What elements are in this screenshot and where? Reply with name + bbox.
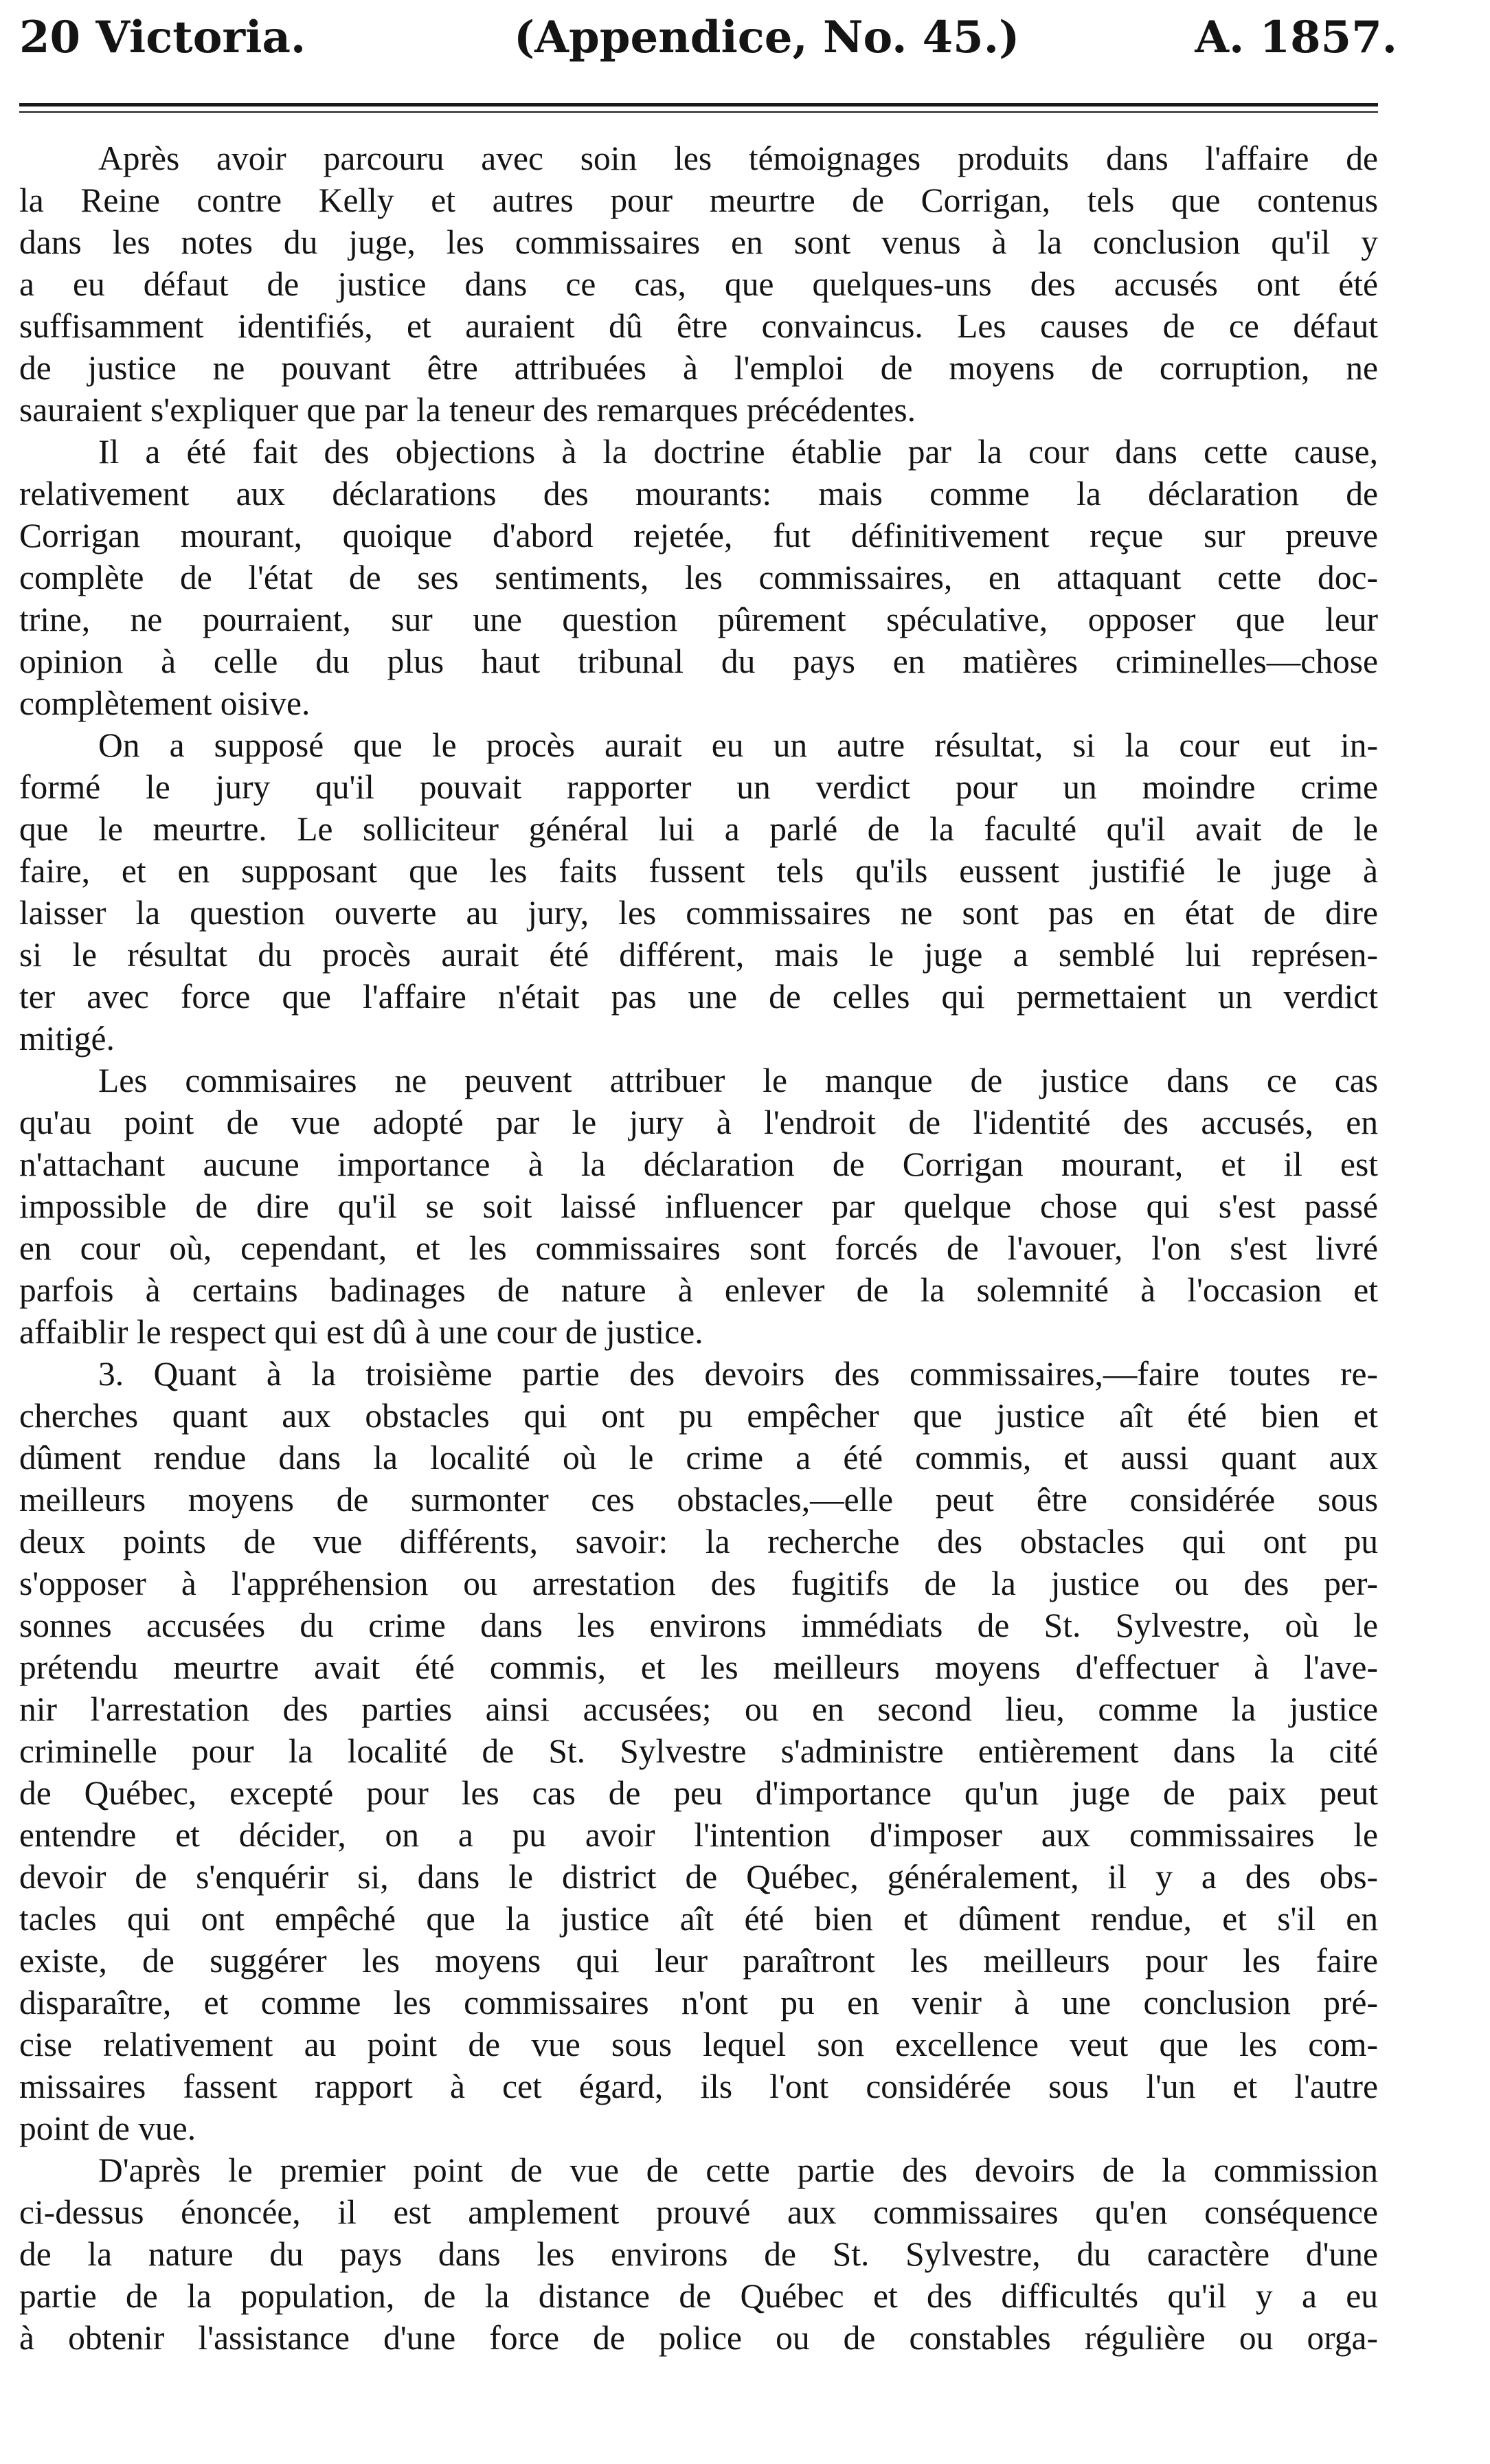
text-line: criminelle pour la localité de St. Sylvestre s'administre entièrement dans la cité [19, 1732, 1378, 1770]
text-line: sauraient s'expliquer que par la teneur des remarques précédentes. [19, 391, 916, 429]
text-line: cise relativement au point de vue sous lequel son excellence veut que les com- [19, 2026, 1378, 2063]
text-line: trine, ne pourraient, sur une question pûrement spéculative, opposer que leur [19, 601, 1378, 638]
paragraph [19, 2149, 1378, 2359]
text-line: suffisamment identifiés, et auraient dû être convaincus. Les causes de ce défaut [19, 307, 1378, 345]
text-line: la Reine contre Kelly et autres pour meurtre de Corrigan, tels que contenus [19, 181, 1378, 219]
text-line: entendre et décider, on a pu avoir l'intention d'imposer aux commissaires le [19, 1816, 1378, 1854]
text-line: s'opposer à l'appréhension ou arrestation des fugitifs de la justice ou des per- [19, 1565, 1378, 1602]
text-line: complète de l'état de ses sentiments, les commissaires, en attaquant cette doc- [19, 559, 1378, 596]
text-line: On a supposé que le procès aurait eu un autre résultat, si la cour eut in- [98, 726, 1378, 764]
text-line: disparaître, et comme les commissaires n'ont pu en venir à une conclusion pré- [19, 1984, 1378, 2021]
text-line: opinion à celle du plus haut tribunal du pays en matières criminelles—chose [19, 642, 1378, 680]
paragraph [19, 431, 1378, 724]
text-line: impossible de dire qu'il se soit laissé influencer par quelque chose qui s'est passé [19, 1187, 1378, 1225]
text-line: D'après le premier point de vue de cette partie des devoirs de la commission [98, 2151, 1378, 2189]
text-line: relativement aux déclarations des mourants: mais comme la déclaration de [19, 475, 1378, 513]
header-rule-thick [19, 103, 1378, 107]
text-line: ci-dessus énoncée, il est amplement prouvé aux commissaires qu'en conséquence [19, 2193, 1378, 2231]
text-line: de Québec, excepté pour les cas de peu d'importance qu'un juge de paix peut [19, 1774, 1378, 1812]
text-line: que le meurtre. Le solliciteur général lui a parlé de la faculté qu'il avait de le [19, 810, 1378, 848]
text-line: affaiblir le respect qui est dû à une cour de justice. [19, 1313, 703, 1351]
text-line: faire, et en supposant que les faits fussent tels qu'ils eussent justifié le juge à [19, 852, 1378, 890]
text-line: parfois à certains badinages de nature à enlever de la solemnité à l'occasion et [19, 1271, 1378, 1309]
header-year: A. 1857. [1195, 12, 1397, 63]
text-line: deux points de vue différents, savoir: la recherche des obstacles qui ont pu [19, 1523, 1378, 1560]
text-line: nir l'arrestation des parties ainsi accusées; ou en second lieu, comme la justice [19, 1690, 1378, 1728]
text-line: tacles qui ont empêché que la justice aît été bien et dûment rendue, et s'il en [19, 1900, 1378, 1938]
text-line: laisser la question ouverte au jury, les commissaires ne sont pas en état de dire [19, 894, 1378, 932]
text-line: partie de la population, de la distance de Québec et des difficultés qu'il y a eu [19, 2277, 1378, 2315]
body-text [19, 137, 1378, 2359]
paragraph [19, 1060, 1378, 1353]
text-line: dûment rendue dans la localité où le crime a été commis, et aussi quant aux [19, 1439, 1378, 1477]
text-line: si le résultat du procès aurait été différent, mais le juge a semblé lui représen- [19, 936, 1378, 974]
text-line: à obtenir l'assistance d'une force de police ou de constables régulière ou orga- [19, 2319, 1378, 2357]
text-line: sonnes accusées du crime dans les environs immédiats de St. Sylvestre, où le [19, 1606, 1378, 1644]
text-line: ter avec force que l'affaire n'était pas une de celles qui permettaient un verdict [19, 978, 1378, 1016]
text-line: complètement oisive. [19, 684, 311, 722]
text-line: Il a été fait des objections à la doctrine établie par la cour dans cette cause, [98, 433, 1378, 471]
text-line: dans les notes du juge, les commissaires en sont venus à la conclusion qu'il y [19, 223, 1378, 261]
text-line: de justice ne pouvant être attribuées à l'emploi de moyens de corruption, ne [19, 349, 1378, 387]
text-line: meilleurs moyens de surmonter ces obstacles,—elle peut être considérée sous [19, 1481, 1378, 1519]
text-line: qu'au point de vue adopté par le jury à l'endroit de l'identité des accusés, en [19, 1104, 1378, 1141]
paragraph [19, 1353, 1378, 2149]
text-line: Après avoir parcouru avec soin les témoignages produits dans l'affaire de [98, 139, 1378, 177]
text-line: formé le jury qu'il pouvait rapporter un verdict pour un moindre crime [19, 768, 1378, 806]
text-line: Corrigan mourant, quoique d'abord rejetée, fut définitivement reçue sur preuve [19, 517, 1378, 555]
text-line: existe, de suggérer les moyens qui leur paraîtront les meilleurs pour les faire [19, 1942, 1378, 1980]
text-line: missaires fassent rapport à cet égard, ils l'ont considérée sous l'un et l'autre [19, 2068, 1378, 2105]
text-line: a eu défaut de justice dans ce cas, que quelques-uns des accusés ont été [19, 265, 1378, 303]
text-line: mitigé. [19, 1020, 115, 1057]
paragraph [19, 137, 1378, 431]
text-line: Les commisaires ne peuvent attribuer le manque de justice dans ce cas [98, 1062, 1378, 1099]
text-line: devoir de s'enquérir si, dans le district de Québec, généralement, il y a des obs- [19, 1858, 1378, 1896]
text-line: de la nature du pays dans les environs de St. Sylvestre, du caractère d'une [19, 2235, 1378, 2273]
header-appendix: (Appendice, No. 45.) [514, 12, 1020, 63]
text-line: en cour où, cependant, et les commissaires sont forcés de l'avouer, l'on s'est livré [19, 1229, 1378, 1267]
paragraph [19, 724, 1378, 1060]
text-line: cherches quant aux obstacles qui ont pu empêcher que justice aît été bien et [19, 1397, 1378, 1435]
header-session: 20 Victoria. [19, 12, 306, 63]
text-line: prétendu meurtre avait été commis, et les meilleurs moyens d'effectuer à l'ave- [19, 1648, 1378, 1686]
text-line: point de vue. [19, 2109, 196, 2147]
text-line: 3. Quant à la troisième partie des devoirs des commissaires,—faire toutes re- [98, 1355, 1378, 1393]
text-line: n'attachant aucune importance à la déclaration de Corrigan mourant, et il est [19, 1145, 1378, 1183]
running-head [19, 7, 1397, 69]
header-rule-thin [19, 111, 1378, 113]
